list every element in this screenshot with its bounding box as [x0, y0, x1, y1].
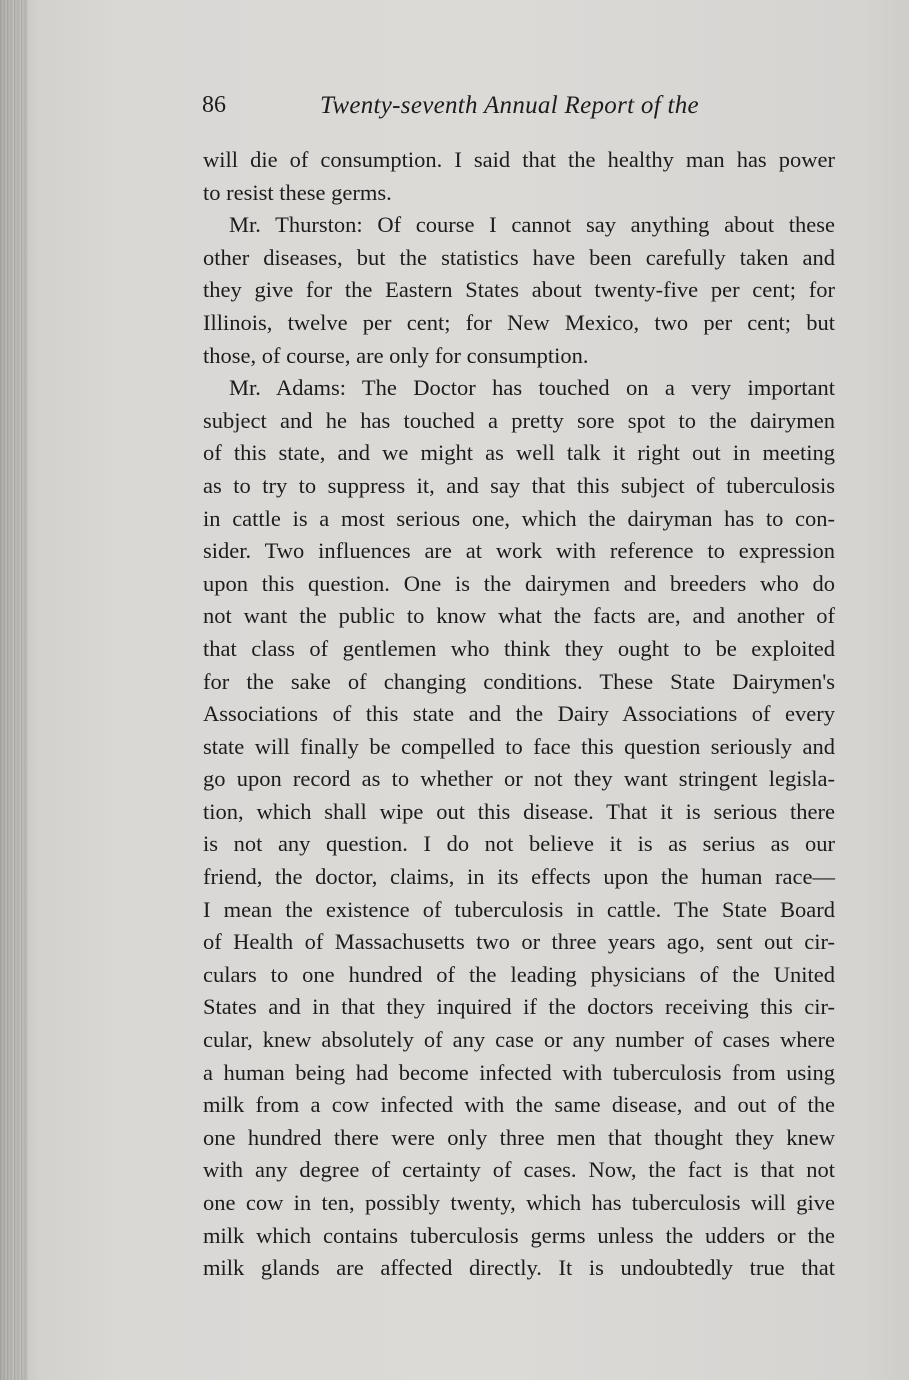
text-line: as to try to suppress it, and say that this subject of tuberculosis: [203, 472, 835, 498]
text-line: of this state, and we might as well talk it right out in meeting: [203, 440, 835, 466]
text-line: Mr. Thurston: Of course I cannot say anything about these: [229, 212, 835, 238]
body-text: [203, 144, 835, 1285]
text-line: friend, the doctor, claims, in its effects upon the human race—: [203, 864, 835, 890]
text-line: milk from a cow infected with the same disease, and out of the: [203, 1092, 835, 1118]
text-line: tion, which shall wipe out this disease. That it is serious there: [203, 798, 835, 824]
text-line: subject and he has touched a pretty sore spot to the dairymen: [203, 407, 835, 433]
text-line: to resist these germs.: [203, 179, 392, 205]
text-line: I mean the existence of tuberculosis in cattle. The State Board: [203, 896, 835, 922]
text-line: that class of gentlemen who think they ought to be exploited: [203, 635, 835, 661]
book-spine-edge: [0, 0, 28, 1380]
text-line: in cattle is a most serious one, which the dairyman has to con-: [203, 505, 835, 531]
text-line: other diseases, but the statistics have been carefully taken and: [203, 244, 835, 270]
text-line: cular, knew absolutely of any case or any number of cases where: [203, 1027, 835, 1053]
text-line: go upon record as to whether or not they want stringent legisla-: [203, 766, 835, 792]
text-line: a human being had become infected with tuberculosis from using: [203, 1059, 835, 1085]
text-line: sider. Two influences are at work with reference to expression: [203, 538, 835, 564]
text-line: state will finally be compelled to face this question seriously and: [203, 733, 835, 759]
text-line: of Health of Massachusetts two or three years ago, sent out cir-: [203, 929, 835, 955]
text-line: will die of consumption. I said that the healthy man has power: [203, 147, 835, 172]
text-line: Illinois, twelve per cent; for New Mexico, two per cent; but: [203, 309, 835, 335]
text-line: Associations of this state and the Dairy Associations of every: [203, 701, 835, 727]
running-title: Twenty-seventh Annual Report of the: [320, 92, 699, 119]
text-line: one hundred there were only three men that thought they knew: [203, 1124, 835, 1150]
page-number: 86: [202, 92, 226, 118]
text-line: milk which contains tuberculosis germs unless the udders or the: [203, 1222, 835, 1248]
text-line: Mr. Adams: The Doctor has touched on a very important: [229, 375, 835, 401]
text-line: with any degree of certainty of cases. Now, the fact is that not: [203, 1157, 835, 1183]
text-line: is not any question. I do not believe it is as serius as our: [203, 831, 835, 857]
text-line: upon this question. One is the dairymen and breeders who do: [203, 570, 835, 596]
text-line: culars to one hundred of the leading physicians of the United: [203, 961, 835, 987]
text-line: one cow in ten, possibly twenty, which has tuberculosis will give: [203, 1190, 835, 1215]
text-line: those, of course, are only for consumption.: [203, 342, 589, 368]
text-line: not want the public to know what the facts are, and another of: [203, 603, 835, 629]
running-head: [200, 92, 840, 128]
text-line: milk glands are affected directly. It is undoubtedly true that: [203, 1255, 835, 1281]
text-line: they give for the Eastern States about twenty-five per cent; for: [203, 277, 835, 303]
text-line: States and in that they inquired if the doctors receiving this cir-: [203, 994, 835, 1020]
text-line: for the sake of changing conditions. These State Dairymen's: [203, 668, 835, 694]
